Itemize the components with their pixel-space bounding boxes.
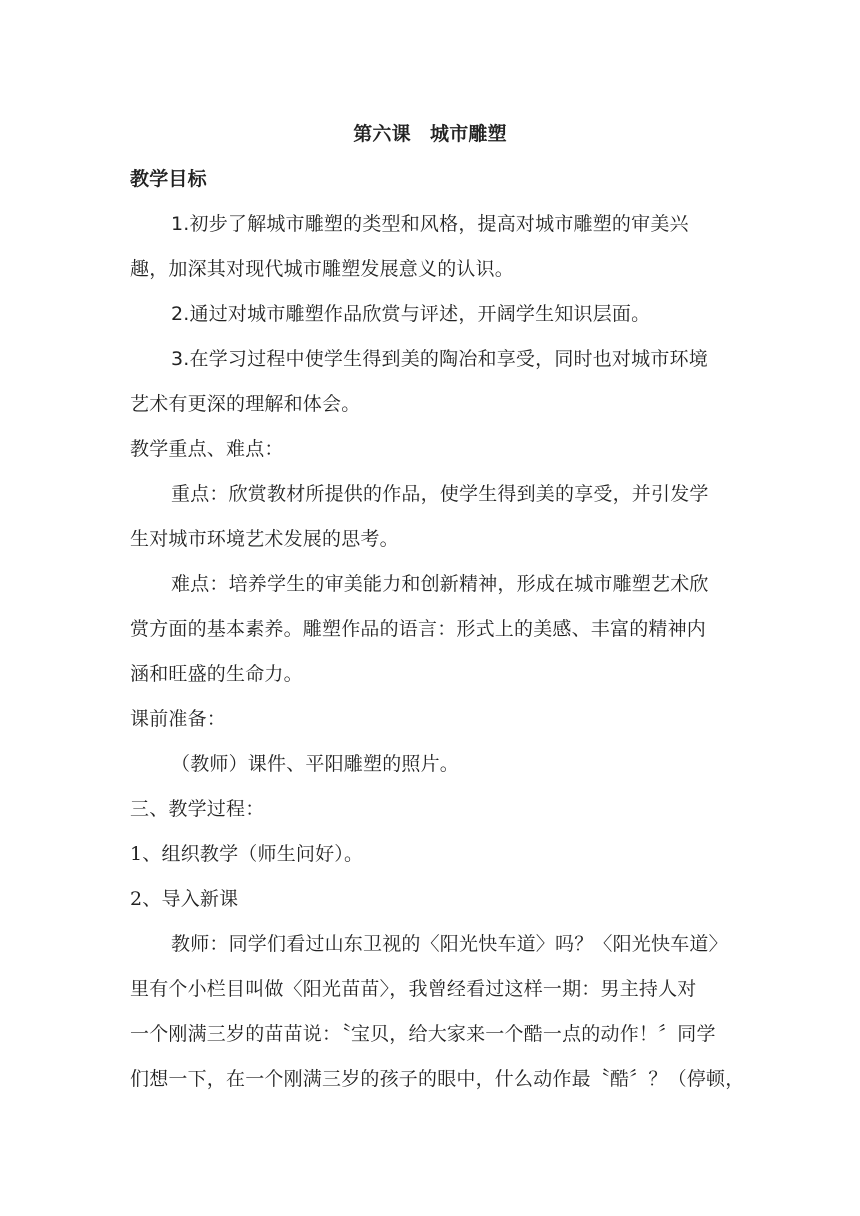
objective-2-line-1 — [130, 292, 730, 337]
preparation-heading: 课前准备： — [130, 708, 227, 730]
document-body — [130, 112, 745, 1102]
teacher-speech-line-1: 教师：同学们看过山东卫视的〈阳光快车道〉吗？〈阳光快车道〉 — [171, 933, 728, 955]
teacher-speech-line-3: 一个刚满三岁的苗苗说：〝宝贝，给大家来一个酷一点的动作！〞同学 — [130, 1023, 716, 1045]
key-point-line-2: 生对城市环境艺术发展的思考。 — [130, 528, 399, 550]
objective-3-number: 3. — [171, 348, 190, 370]
objective-2-number: 2. — [171, 303, 190, 325]
process-heading: 三、教学过程： — [130, 798, 265, 820]
difficult-point-line-2: 赏方面的基本素养。雕塑作品的语言：形式上的美感、丰富的精神内 — [130, 618, 707, 640]
step-2: 2、导入新课 — [130, 888, 239, 910]
objective-3-line-1 — [130, 337, 730, 382]
objective-1-text: 初步了解城市雕塑的类型和风格，提高对城市雕塑的审美兴 — [189, 213, 689, 235]
objectives-heading: 教学目标 — [130, 168, 207, 190]
difficult-point-line-1: 难点：培养学生的审美能力和创新精神，形成在城市雕塑艺术欣 — [171, 573, 709, 595]
teacher-speech-line-2: 里有个小栏目叫做〈阳光苗苗〉，我曾经看过这样一期：男主持人对 — [130, 978, 697, 1000]
difficult-point-line-3: 涵和旺盛的生命力。 — [130, 663, 303, 685]
objective-3-line-2: 艺术有更深的理解和体会。 — [130, 393, 361, 415]
key-point-line-1: 重点：欣赏教材所提供的作品，使学生得到美的享受，并引发学 — [171, 483, 709, 505]
objective-2-text: 通过对城市雕塑作品欣赏与评述，开阔学生知识层面。 — [189, 303, 651, 325]
step-1: 1、组织教学（师生问好）。 — [130, 843, 364, 865]
objective-1-number: 1. — [171, 213, 190, 235]
objective-1-line-1 — [130, 202, 730, 247]
lesson-title: 第六课 城市雕塑 — [353, 123, 507, 145]
key-points-heading: 教学重点、难点： — [130, 438, 284, 460]
objective-3-text: 在学习过程中使学生得到美的陶冶和享受，同时也对城市环境 — [189, 348, 708, 370]
teacher-speech-line-4: 们想一下，在一个刚满三岁的孩子的眼中，什么动作最〝酷〞？（停顿， — [130, 1068, 745, 1090]
objective-1-line-2: 趣，加深其对现代城市雕塑发展意义的认识。 — [130, 258, 515, 280]
preparation-item: （教师）课件、平阳雕塑的照片。 — [171, 753, 460, 775]
